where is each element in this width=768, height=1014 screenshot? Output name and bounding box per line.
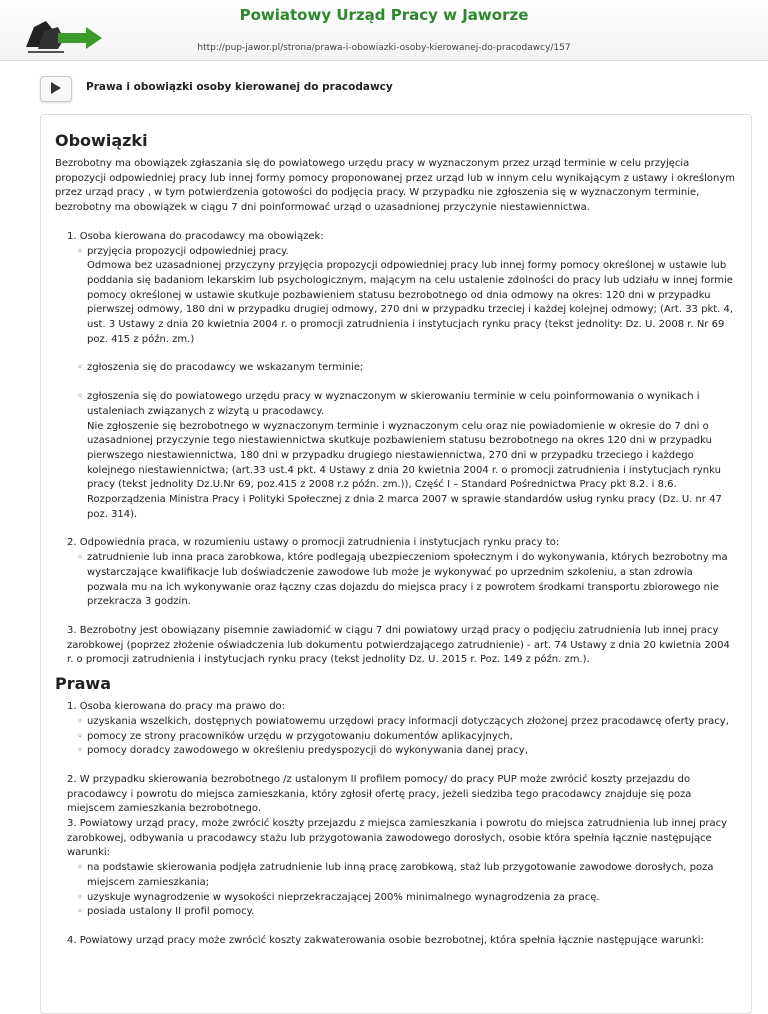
- site-header: [0, 0, 768, 61]
- heading-prawa: Prawa: [55, 674, 111, 694]
- page-url[interactable]: http://pup-jawor.pl/strona/prawa-i-obowiazki-osoby-kierowanej-do-pracodawcy/157: [197, 43, 571, 53]
- list-item: [55, 700, 735, 759]
- list-item-label: 4. Powiatowy urząd pracy może zwrócić koszty zakwaterowania osobie bezrobotnej, która spełnia łącznie następujące warunki:: [67, 934, 704, 946]
- list-item: ◦ pomocy doradcy zawodowego w określeniu predyspozycji do wykonywania danej pracy,: [77, 744, 735, 759]
- list-item: [55, 624, 735, 668]
- list-item: [55, 817, 735, 920]
- list-item: [77, 245, 735, 348]
- heading-obowiazki: Obowiązki: [55, 131, 148, 150]
- bullet-description: Odmowa bez uzasadnionej przyczyny przyjęcia propozycji odpowiedniej pracy lub innej formy pomocy określonej w ustawie lub poddania się badaniom lekarskim lub psychologicznym, mającym na celu ustalenie zdolności do pracy lub udziału w innej formie pomocy określonej w ustawie skutkuje pozbawieniem statusu bezrobotnego od dnia odmowy na okres: 120 dni w przypadku pierwszej odmowy, 180 dni w przypadku drugiej odmowy, 270 dni w przypadku trzeciej i każdej kolejnej odmowy; (Art. 33 pkt. 4, ust. 3 Ustawy z dnia 20 kwietnia 2004 r. o promocji zatrudnienia i instytucjach rynku pracy (tekst jednolity: Dz. U. 2008 r. Nr 69 poz. 415 z późn. zm.): [87, 260, 734, 345]
- list-item: [77, 390, 735, 522]
- list-item: ◦ zatrudnienie lub inna praca zarobkowa, które podlegają ubezpieczeniom społecznym i do wykonywania, których bezrobotny ma wystarczające kwalifikacje lub doświadczenie zawodowe lub może je wykonywać po uprzednim szkoleniu, a stan zdrowia pozwala mu na ich wykonywanie oraz łączny czas dojazdu do miejsca pracy i z powrotem środkami transportu zbiorowego nie przekracza 3 godzin.: [77, 551, 735, 610]
- breadcrumb-arrow-button[interactable]: [40, 76, 72, 102]
- list-item-label: 2. Odpowiednia praca, w rozumieniu ustawy o promocji zatrudnienia i instytucjach rynku pracy to:: [67, 537, 560, 549]
- intro-paragraph: Bezrobotny ma obowiązek zgłaszania się do powiatowego urzędu pracy w wyznaczonym przez urząd terminie w celu przyjęcia propozycji odpowiedniej pracy lub innej formy pomocy proponowanej przez urząd lub w innym celu wynikającym z ustawy i określonym przez urząd pracy , w tym potwierdzenia gotowości do podjęcia pracy. W przypadku nie zgłoszenia się w wyznaczonym terminie, bezrobotny ma obowiązek w ciągu 7 dni poinformować urząd o uzasadnionej przyczynie niestawiennictwa.: [55, 158, 735, 214]
- list-item-label: 3. Bezrobotny jest obowiązany pisemnie zawiadomić w ciągu 7 dni powiatowy urząd pracy o podjęciu zatrudnienia lub innej pracy zarobkowej (poprzez złożenie oświadczenia lub dokumentu potwierdzającego zatrudnienie) - art. 74 Ustawy z dnia 20 kwietnia 2004 r. o promocji zatrudnienia i instytucjach rynku pracy (tekst jednolity Dz. U. 2015 r. Poz. 149 z późn. zm.).: [67, 624, 730, 666]
- list-item: ◦ uzyskania wszelkich, dostępnych powiatowemu urzędowi pracy informacji dotyczących złożonej przez pracodawcę oferty pracy,: [77, 715, 735, 730]
- list-item: [55, 536, 735, 610]
- list-item: ◦ posiada ustalony II profil pomocy.: [77, 905, 735, 920]
- list-item: [55, 773, 735, 817]
- article-body: [55, 131, 735, 949]
- list-item: [55, 934, 735, 949]
- site-title: Powiatowy Urząd Pracy w Jaworze: [239, 6, 529, 24]
- list-item: ◦ pomocy ze strony pracowników urzędu w przygotowaniu dokumentów aplikacyjnych,: [77, 730, 735, 745]
- bullet-title: przyjęcia propozycji odpowiedniej pracy.: [87, 245, 289, 257]
- content-panel: [40, 114, 752, 1014]
- obowiazki-list: [55, 230, 735, 668]
- list-item-label: 3. Powiatowy urząd pracy, może zwrócić koszty przejazdu z miejsca zamieszkania i powrotu do miejsca zatrudnienia lub innej pracy zarobkowej, odbywania u pracodawcy stażu lub przygotowania zawodowego dorosłych, osobie która spełnia łącznie następujące warunki:: [67, 818, 728, 859]
- play-arrow-icon: [50, 82, 62, 94]
- list-item-label: 1. Osoba kierowana do pracodawcy ma obowiązek:: [67, 230, 324, 242]
- list-item: [77, 361, 735, 376]
- list-item: ◦ na podstawie skierowania podjęła zatrudnienie lub inną pracę zarobkową, staż lub przygotowanie zawodowe dorosłych, poza miejscem zamieszkania;: [77, 861, 735, 890]
- list-item: ◦ uzyskuje wynagrodzenie w wysokości nieprzekraczającej 200% minimalnego wynagrodzenia za pracę.: [77, 891, 735, 906]
- list-item-label: 2. W przypadku skierowania bezrobotnego /z ustalonym II profilem pomocy/ do pracy PUP może zwrócić koszty przejazdu do pracodawcy i powrotu do miejsca zamieszkania, który zgłosił ofertę pracy, jeżeli siedziba tego pracodawcy znajduje się poza miejscem zamieszkania bezrobotnego.: [67, 773, 692, 815]
- list-item-label: 1. Osoba kierowana do pracy ma prawo do:: [67, 701, 286, 713]
- prawa-list: [55, 700, 735, 949]
- list-item: [55, 230, 735, 523]
- bullet-title: zgłoszenia się do powiatowego urzędu pracy w wyznaczonym w skierowaniu terminie w celu poinformowania o wynikach i ustaleniach związanych z wizytą u pracodawcy.: [87, 391, 700, 417]
- bullet-description: Nie zgłoszenie się bezrobotnego w wyznaczonym terminie i wyznaczonym celu oraz nie powiadomienie w okresie do 7 dni o uzasadnionej przyczynie tego niestawiennictwa skutkuje pozbawieniem statusu bezrobotnego na okres 120 dni w przypadku pierwszego niestawiennictwa, 180 dni w przypadku drugiego niestawiennictwa, 270 dni w przypadku trzeciego i każdego kolejnego niestawiennictwa; (art.33 ust.4 pkt. 4 Ustawy z dnia 20 kwietnia 2004 r. o promocji zatrudnienia i instytucjach rynku pracy (tekst jednolity Dz.U.Nr 69, poz.415 z 2008 r.z późn. zm.)), Część I – Standard Pośrednictwa Pracy pkt 8.2. i 8.6. Rozporządzenia Ministra Pracy i Polityki Społecznej z dnia 2 marca 2007 w sprawie standardów usług rynku pracy (Dz. U. nr 47 poz. 314).: [87, 420, 722, 520]
- bullet-title: zgłoszenia się do pracodawcy we wskazanym terminie;: [87, 362, 364, 374]
- page-title: Prawa i obowiązki osoby kierowanej do pracodawcy: [86, 81, 393, 93]
